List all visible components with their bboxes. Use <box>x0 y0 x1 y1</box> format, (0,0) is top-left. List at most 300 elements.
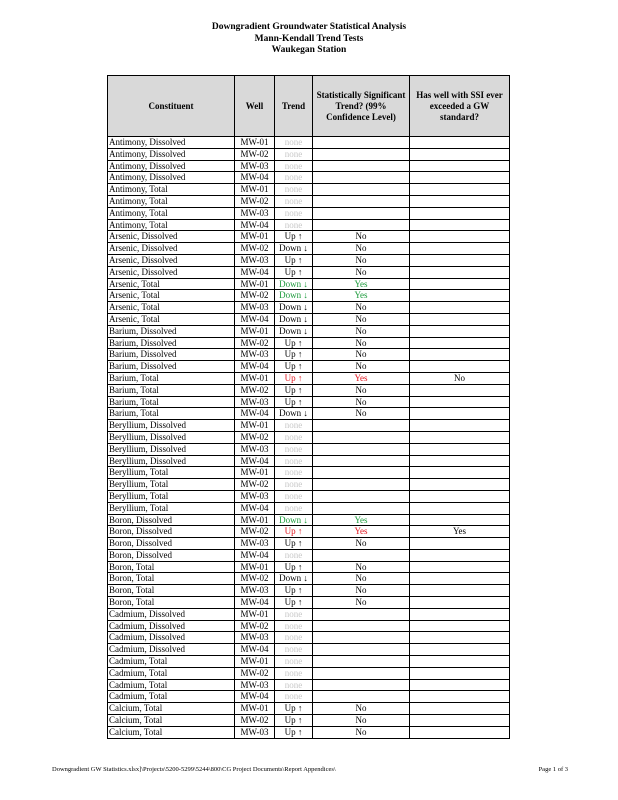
cell-well: MW-03 <box>235 349 275 361</box>
cell-trend: none <box>275 502 313 514</box>
table-row <box>108 266 510 278</box>
cell-constituent: Calcium, Total <box>108 726 235 738</box>
cell-well: MW-04 <box>235 172 275 184</box>
cell-significant <box>313 195 410 207</box>
cell-trend: none <box>275 608 313 620</box>
cell-exceeded <box>410 325 510 337</box>
cell-significant <box>313 502 410 514</box>
cell-constituent: Boron, Dissolved <box>108 538 235 550</box>
cell-significant: No <box>313 408 410 420</box>
column-header-trend: Trend <box>275 76 313 137</box>
cell-constituent: Beryllium, Dissolved <box>108 443 235 455</box>
cell-exceeded <box>410 431 510 443</box>
cell-exceeded <box>410 443 510 455</box>
cell-trend: none <box>275 219 313 231</box>
cell-exceeded <box>410 549 510 561</box>
cell-exceeded <box>410 361 510 373</box>
cell-exceeded <box>410 278 510 290</box>
cell-trend: none <box>275 632 313 644</box>
cell-exceeded <box>410 337 510 349</box>
table-row <box>108 502 510 514</box>
table-row <box>108 620 510 632</box>
cell-trend: Up ↑ <box>275 384 313 396</box>
table-row <box>108 703 510 715</box>
cell-constituent: Beryllium, Dissolved <box>108 431 235 443</box>
cell-trend: Down ↓ <box>275 302 313 314</box>
cell-exceeded: No <box>410 372 510 384</box>
cell-well: MW-01 <box>235 372 275 384</box>
cell-well: MW-04 <box>235 219 275 231</box>
cell-constituent: Arsenic, Dissolved <box>108 243 235 255</box>
table-row <box>108 467 510 479</box>
table-row <box>108 349 510 361</box>
cell-significant <box>313 431 410 443</box>
cell-significant: No <box>313 573 410 585</box>
cell-constituent: Barium, Total <box>108 408 235 420</box>
cell-constituent: Calcium, Total <box>108 715 235 727</box>
table-row <box>108 160 510 172</box>
cell-exceeded <box>410 254 510 266</box>
cell-constituent: Antimony, Dissolved <box>108 160 235 172</box>
cell-trend: Down ↓ <box>275 408 313 420</box>
cell-trend: none <box>275 420 313 432</box>
cell-significant: No <box>313 561 410 573</box>
cell-well: MW-04 <box>235 455 275 467</box>
cell-constituent: Beryllium, Total <box>108 490 235 502</box>
cell-significant <box>313 644 410 656</box>
cell-significant <box>313 667 410 679</box>
table-row <box>108 361 510 373</box>
cell-well: MW-04 <box>235 313 275 325</box>
cell-constituent: Beryllium, Dissolved <box>108 455 235 467</box>
cell-constituent: Barium, Dissolved <box>108 349 235 361</box>
cell-constituent: Boron, Dissolved <box>108 514 235 526</box>
cell-constituent: Boron, Total <box>108 585 235 597</box>
cell-significant <box>313 608 410 620</box>
cell-constituent: Barium, Dissolved <box>108 337 235 349</box>
cell-well: MW-03 <box>235 302 275 314</box>
cell-significant: No <box>313 231 410 243</box>
cell-constituent: Arsenic, Total <box>108 278 235 290</box>
cell-significant <box>313 549 410 561</box>
cell-exceeded <box>410 313 510 325</box>
cell-well: MW-01 <box>235 420 275 432</box>
table-body <box>108 137 510 739</box>
cell-trend: none <box>275 431 313 443</box>
cell-trend: none <box>275 195 313 207</box>
footer-page-number: Page 1 of 3 <box>538 766 568 773</box>
cell-significant: No <box>313 703 410 715</box>
cell-well: MW-03 <box>235 632 275 644</box>
table-row <box>108 243 510 255</box>
cell-trend: Down ↓ <box>275 243 313 255</box>
cell-constituent: Beryllium, Total <box>108 467 235 479</box>
cell-exceeded <box>410 667 510 679</box>
cell-trend: Up ↑ <box>275 254 313 266</box>
cell-trend: Down ↓ <box>275 313 313 325</box>
cell-well: MW-02 <box>235 384 275 396</box>
cell-constituent: Boron, Total <box>108 573 235 585</box>
cell-well: MW-01 <box>235 467 275 479</box>
cell-trend: none <box>275 644 313 656</box>
cell-well: MW-02 <box>235 667 275 679</box>
cell-trend: Up ↑ <box>275 349 313 361</box>
table-row <box>108 278 510 290</box>
cell-significant <box>313 467 410 479</box>
cell-exceeded <box>410 420 510 432</box>
table-row <box>108 290 510 302</box>
cell-constituent: Barium, Dissolved <box>108 325 235 337</box>
cell-well: MW-02 <box>235 573 275 585</box>
cell-well: MW-03 <box>235 679 275 691</box>
cell-well: MW-03 <box>235 585 275 597</box>
cell-trend: Up ↑ <box>275 396 313 408</box>
cell-constituent: Antimony, Total <box>108 219 235 231</box>
cell-exceeded <box>410 715 510 727</box>
cell-exceeded <box>410 408 510 420</box>
cell-constituent: Boron, Dissolved <box>108 526 235 538</box>
table-row <box>108 443 510 455</box>
cell-well: MW-01 <box>235 231 275 243</box>
table-row <box>108 526 510 538</box>
cell-exceeded <box>410 644 510 656</box>
cell-significant: No <box>313 396 410 408</box>
cell-exceeded <box>410 219 510 231</box>
cell-constituent: Cadmium, Total <box>108 667 235 679</box>
footer-file-path: Downgradient GW Statistics.xlsx]\Projects\5200-5299\5244\800\CG Project Documents\Report Appendices\ <box>52 766 336 773</box>
cell-exceeded <box>410 502 510 514</box>
cell-trend: none <box>275 148 313 160</box>
table-row <box>108 372 510 384</box>
cell-trend: Down ↓ <box>275 325 313 337</box>
table-row <box>108 455 510 467</box>
cell-trend: none <box>275 479 313 491</box>
table-row <box>108 207 510 219</box>
cell-constituent: Cadmium, Dissolved <box>108 608 235 620</box>
cell-significant: No <box>313 313 410 325</box>
cell-significant <box>313 184 410 196</box>
table-row <box>108 608 510 620</box>
cell-well: MW-02 <box>235 715 275 727</box>
cell-constituent: Arsenic, Dissolved <box>108 231 235 243</box>
cell-well: MW-02 <box>235 479 275 491</box>
cell-significant <box>313 656 410 668</box>
cell-exceeded <box>410 266 510 278</box>
cell-exceeded <box>410 302 510 314</box>
cell-constituent: Arsenic, Total <box>108 302 235 314</box>
cell-exceeded <box>410 137 510 149</box>
cell-trend: none <box>275 443 313 455</box>
cell-trend: none <box>275 207 313 219</box>
cell-constituent: Boron, Dissolved <box>108 549 235 561</box>
cell-well: MW-02 <box>235 148 275 160</box>
cell-exceeded <box>410 172 510 184</box>
cell-well: MW-01 <box>235 278 275 290</box>
cell-constituent: Cadmium, Total <box>108 679 235 691</box>
cell-constituent: Antimony, Total <box>108 184 235 196</box>
cell-constituent: Cadmium, Total <box>108 691 235 703</box>
cell-well: MW-01 <box>235 561 275 573</box>
cell-constituent: Arsenic, Total <box>108 290 235 302</box>
cell-trend: Up ↑ <box>275 715 313 727</box>
cell-significant: Yes <box>313 290 410 302</box>
cell-exceeded <box>410 703 510 715</box>
cell-exceeded <box>410 585 510 597</box>
cell-constituent: Arsenic, Total <box>108 313 235 325</box>
cell-exceeded <box>410 184 510 196</box>
cell-significant <box>313 207 410 219</box>
table-row <box>108 656 510 668</box>
trend-table <box>107 75 510 739</box>
cell-well: MW-04 <box>235 644 275 656</box>
table-header-row <box>108 76 510 137</box>
table-row <box>108 585 510 597</box>
cell-trend: none <box>275 467 313 479</box>
cell-exceeded <box>410 160 510 172</box>
table-row <box>108 172 510 184</box>
cell-exceeded <box>410 455 510 467</box>
cell-well: MW-04 <box>235 408 275 420</box>
site-name: Waukegan Station <box>271 45 347 55</box>
cell-significant: Yes <box>313 372 410 384</box>
cell-constituent: Barium, Total <box>108 372 235 384</box>
table-row <box>108 231 510 243</box>
report-title-block <box>0 22 618 57</box>
cell-exceeded <box>410 148 510 160</box>
cell-constituent: Cadmium, Total <box>108 656 235 668</box>
cell-significant <box>313 160 410 172</box>
cell-significant: No <box>313 325 410 337</box>
table-row <box>108 632 510 644</box>
cell-well: MW-03 <box>235 160 275 172</box>
cell-well: MW-03 <box>235 254 275 266</box>
cell-exceeded <box>410 384 510 396</box>
cell-exceeded <box>410 573 510 585</box>
table-row <box>108 219 510 231</box>
cell-well: MW-02 <box>235 431 275 443</box>
cell-exceeded <box>410 195 510 207</box>
cell-significant: No <box>313 726 410 738</box>
cell-trend: none <box>275 679 313 691</box>
cell-exceeded <box>410 490 510 502</box>
cell-exceeded <box>410 597 510 609</box>
cell-constituent: Calcium, Total <box>108 703 235 715</box>
cell-trend: Down ↓ <box>275 278 313 290</box>
table-row <box>108 337 510 349</box>
cell-well: MW-01 <box>235 608 275 620</box>
cell-significant <box>313 455 410 467</box>
cell-well: MW-01 <box>235 137 275 149</box>
cell-significant <box>313 443 410 455</box>
cell-well: MW-04 <box>235 266 275 278</box>
cell-well: MW-04 <box>235 691 275 703</box>
cell-exceeded <box>410 656 510 668</box>
table-row <box>108 137 510 149</box>
table-row <box>108 431 510 443</box>
table-row <box>108 479 510 491</box>
cell-significant: No <box>313 349 410 361</box>
table-row <box>108 408 510 420</box>
cell-constituent: Antimony, Total <box>108 195 235 207</box>
report-title: Downgradient Groundwater Statistical Analysis <box>211 22 407 32</box>
cell-exceeded <box>410 691 510 703</box>
cell-well: MW-01 <box>235 514 275 526</box>
cell-exceeded <box>410 467 510 479</box>
table-row <box>108 644 510 656</box>
cell-trend: Up ↑ <box>275 372 313 384</box>
cell-trend: Down ↓ <box>275 290 313 302</box>
cell-significant: No <box>313 361 410 373</box>
table-row <box>108 325 510 337</box>
cell-trend: Down ↓ <box>275 573 313 585</box>
cell-exceeded <box>410 396 510 408</box>
table-row <box>108 184 510 196</box>
cell-trend: Up ↑ <box>275 585 313 597</box>
cell-well: MW-04 <box>235 502 275 514</box>
cell-significant <box>313 679 410 691</box>
cell-significant: No <box>313 337 410 349</box>
cell-significant: No <box>313 266 410 278</box>
cell-trend: none <box>275 656 313 668</box>
cell-well: MW-04 <box>235 597 275 609</box>
cell-exceeded <box>410 207 510 219</box>
cell-trend: Up ↑ <box>275 561 313 573</box>
cell-significant: No <box>313 384 410 396</box>
cell-trend: none <box>275 549 313 561</box>
cell-constituent: Boron, Total <box>108 561 235 573</box>
cell-significant <box>313 620 410 632</box>
cell-trend: none <box>275 172 313 184</box>
table-row <box>108 396 510 408</box>
cell-well: MW-03 <box>235 396 275 408</box>
table-row <box>108 538 510 550</box>
table-row <box>108 384 510 396</box>
cell-constituent: Cadmium, Dissolved <box>108 620 235 632</box>
cell-significant <box>313 420 410 432</box>
cell-trend: none <box>275 455 313 467</box>
cell-constituent: Beryllium, Total <box>108 502 235 514</box>
cell-well: MW-03 <box>235 726 275 738</box>
table-row <box>108 514 510 526</box>
cell-trend: Up ↑ <box>275 337 313 349</box>
cell-constituent: Arsenic, Dissolved <box>108 254 235 266</box>
cell-well: MW-02 <box>235 290 275 302</box>
cell-trend: Up ↑ <box>275 266 313 278</box>
cell-constituent: Arsenic, Dissolved <box>108 266 235 278</box>
cell-well: MW-04 <box>235 361 275 373</box>
cell-well: MW-01 <box>235 325 275 337</box>
cell-significant <box>313 172 410 184</box>
cell-well: MW-01 <box>235 184 275 196</box>
cell-trend: none <box>275 137 313 149</box>
cell-significant: Yes <box>313 526 410 538</box>
cell-trend: Up ↑ <box>275 726 313 738</box>
cell-significant: No <box>313 302 410 314</box>
table-row <box>108 597 510 609</box>
cell-trend: none <box>275 490 313 502</box>
cell-constituent: Beryllium, Total <box>108 479 235 491</box>
cell-well: MW-03 <box>235 538 275 550</box>
cell-constituent: Barium, Dissolved <box>108 361 235 373</box>
cell-significant <box>313 691 410 703</box>
cell-constituent: Barium, Total <box>108 396 235 408</box>
cell-exceeded <box>410 479 510 491</box>
cell-constituent: Beryllium, Dissolved <box>108 420 235 432</box>
cell-trend: none <box>275 160 313 172</box>
cell-well: MW-02 <box>235 337 275 349</box>
cell-significant: Yes <box>313 278 410 290</box>
cell-well: MW-02 <box>235 195 275 207</box>
cell-well: MW-03 <box>235 490 275 502</box>
cell-exceeded <box>410 514 510 526</box>
cell-exceeded <box>410 561 510 573</box>
cell-constituent: Barium, Total <box>108 384 235 396</box>
report-subtitle: Mann-Kendall Trend Tests <box>254 33 364 44</box>
cell-significant <box>313 148 410 160</box>
cell-exceeded <box>410 290 510 302</box>
cell-constituent: Antimony, Dissolved <box>108 172 235 184</box>
cell-significant: No <box>313 715 410 727</box>
table-row <box>108 313 510 325</box>
cell-trend: none <box>275 184 313 196</box>
cell-trend: Up ↑ <box>275 703 313 715</box>
table-row <box>108 420 510 432</box>
cell-significant <box>313 490 410 502</box>
cell-well: MW-03 <box>235 207 275 219</box>
table-row <box>108 549 510 561</box>
cell-trend: none <box>275 620 313 632</box>
cell-exceeded <box>410 608 510 620</box>
table-row <box>108 490 510 502</box>
cell-exceeded <box>410 679 510 691</box>
table-row <box>108 195 510 207</box>
cell-exceeded: Yes <box>410 526 510 538</box>
cell-significant: No <box>313 597 410 609</box>
cell-trend: none <box>275 667 313 679</box>
cell-significant: No <box>313 585 410 597</box>
cell-trend: Down ↓ <box>275 514 313 526</box>
cell-trend: Up ↑ <box>275 538 313 550</box>
cell-trend: Up ↑ <box>275 526 313 538</box>
cell-constituent: Antimony, Dissolved <box>108 148 235 160</box>
cell-exceeded <box>410 632 510 644</box>
cell-significant: No <box>313 538 410 550</box>
cell-well: MW-01 <box>235 703 275 715</box>
cell-exceeded <box>410 620 510 632</box>
table-row <box>108 573 510 585</box>
cell-trend: Up ↑ <box>275 597 313 609</box>
cell-significant <box>313 479 410 491</box>
cell-trend: Up ↑ <box>275 231 313 243</box>
cell-well: MW-02 <box>235 526 275 538</box>
cell-significant <box>313 632 410 644</box>
cell-significant <box>313 137 410 149</box>
column-header-constituent: Constituent <box>108 76 235 137</box>
table-row <box>108 148 510 160</box>
cell-constituent: Antimony, Dissolved <box>108 137 235 149</box>
cell-well: MW-03 <box>235 443 275 455</box>
column-header-well: Well <box>235 76 275 137</box>
cell-constituent: Boron, Total <box>108 597 235 609</box>
cell-exceeded <box>410 538 510 550</box>
table-row <box>108 691 510 703</box>
cell-exceeded <box>410 231 510 243</box>
cell-exceeded <box>410 726 510 738</box>
cell-well: MW-01 <box>235 656 275 668</box>
cell-exceeded <box>410 243 510 255</box>
table-row <box>108 715 510 727</box>
table-row <box>108 726 510 738</box>
